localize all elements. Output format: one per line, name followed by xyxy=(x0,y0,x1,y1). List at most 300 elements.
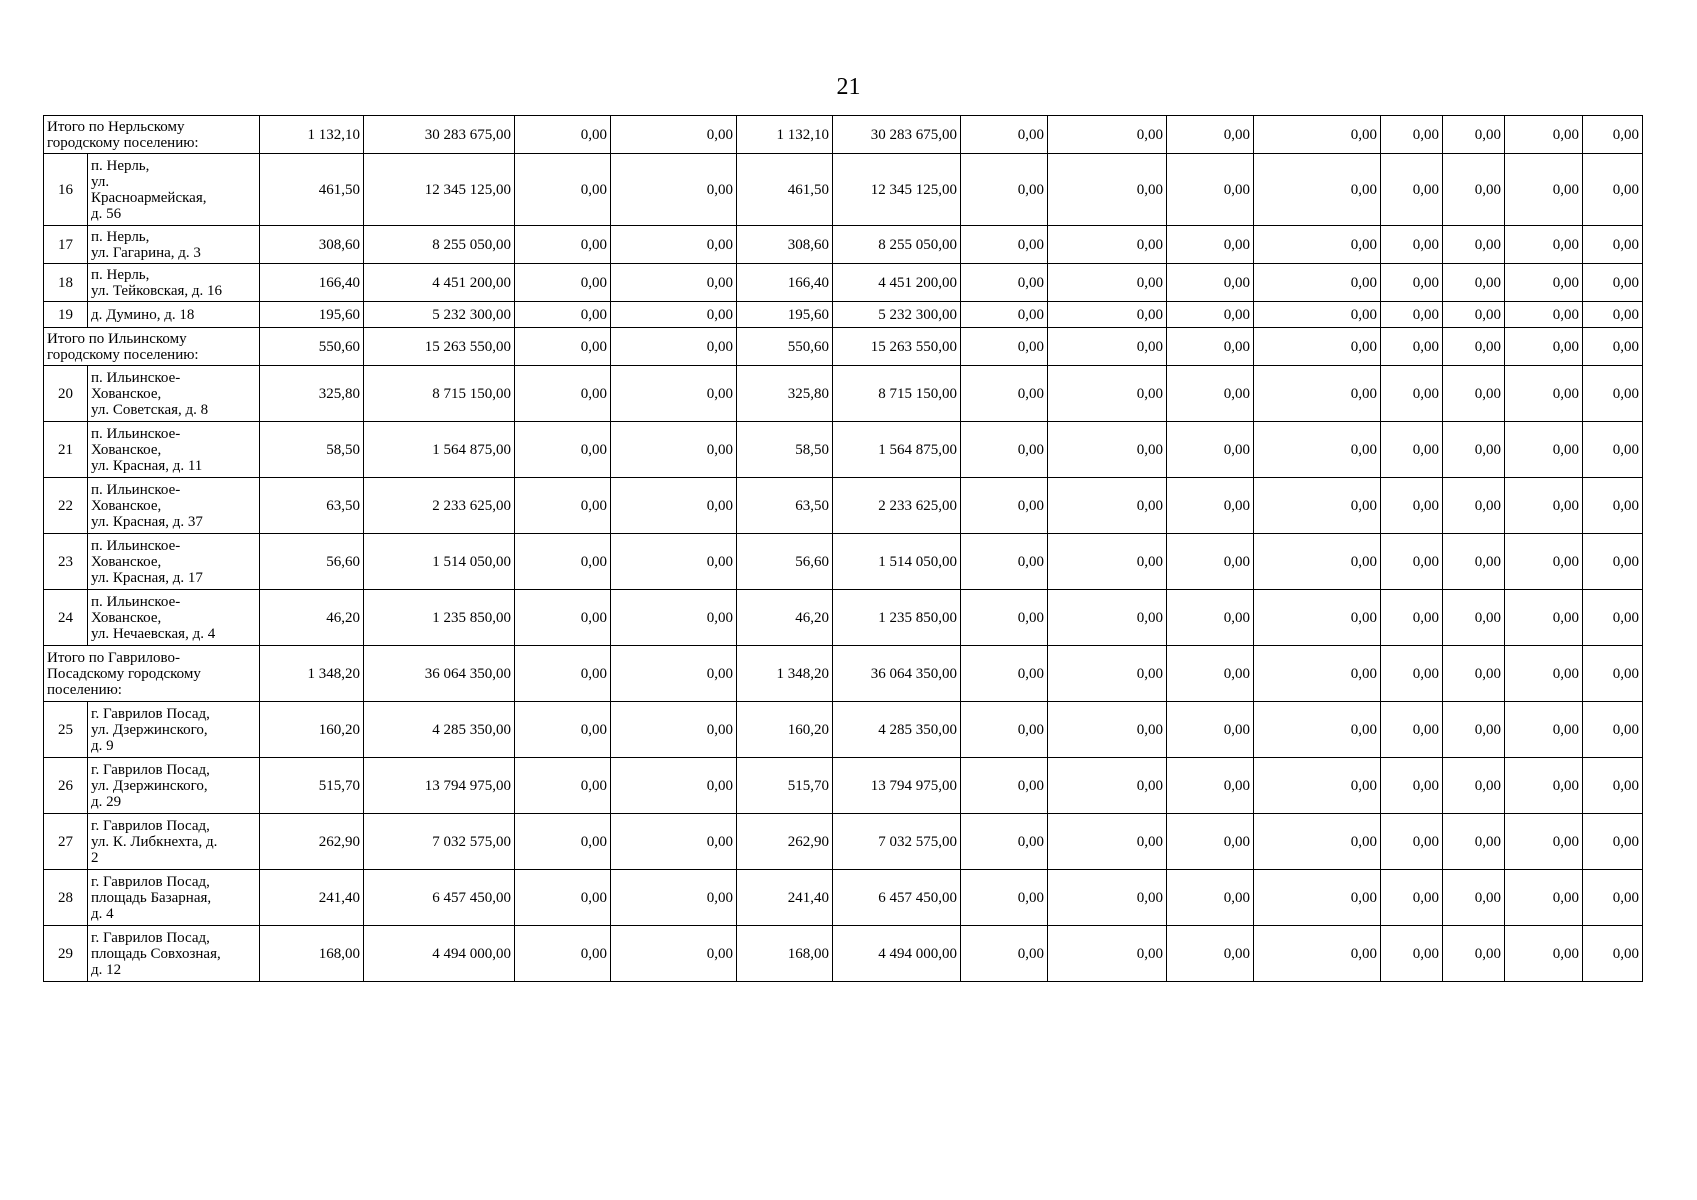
value-cell: 12 345 125,00 xyxy=(364,154,515,226)
value-cell: 0,00 xyxy=(1254,302,1381,328)
address-cell xyxy=(88,366,260,422)
value-cell: 0,00 xyxy=(1048,702,1167,758)
value-cell: 0,00 xyxy=(1254,926,1381,982)
value-cell: 0,00 xyxy=(1443,264,1505,302)
value-cell: 166,40 xyxy=(737,264,833,302)
value-cell: 13 794 975,00 xyxy=(364,758,515,814)
row-index: 23 xyxy=(44,534,88,590)
value-cell: 0,00 xyxy=(961,328,1048,366)
value-cell: 0,00 xyxy=(1167,814,1254,870)
address-line: д. 12 xyxy=(91,961,122,978)
value-cell: 0,00 xyxy=(611,226,737,264)
value-cell: 0,00 xyxy=(1048,758,1167,814)
subtotal-label-line: Итого по Гаврилово- xyxy=(47,649,181,666)
table-row xyxy=(44,478,1643,534)
value-cell: 195,60 xyxy=(737,302,833,328)
value-cell: 0,00 xyxy=(1443,870,1505,926)
subtotal-label-line: Посадскому городскому xyxy=(47,665,201,682)
address-line: г. Гаврилов Посад, xyxy=(91,761,210,778)
value-cell: 0,00 xyxy=(1254,814,1381,870)
value-cell: 8 715 150,00 xyxy=(364,366,515,422)
value-cell: 0,00 xyxy=(1167,646,1254,702)
value-cell: 0,00 xyxy=(1048,366,1167,422)
value-cell: 1 235 850,00 xyxy=(364,590,515,646)
value-cell: 168,00 xyxy=(260,926,364,982)
value-cell: 0,00 xyxy=(961,870,1048,926)
value-cell: 0,00 xyxy=(961,154,1048,226)
value-cell: 46,20 xyxy=(260,590,364,646)
address-line: д. 29 xyxy=(91,793,122,810)
value-cell: 0,00 xyxy=(1254,154,1381,226)
value-cell: 0,00 xyxy=(1505,478,1583,534)
value-cell: 0,00 xyxy=(1254,702,1381,758)
row-index: 24 xyxy=(44,590,88,646)
value-cell: 0,00 xyxy=(611,590,737,646)
value-cell: 0,00 xyxy=(1381,366,1443,422)
value-cell: 0,00 xyxy=(1048,116,1167,154)
value-cell: 461,50 xyxy=(260,154,364,226)
value-cell: 1 564 875,00 xyxy=(364,422,515,478)
value-cell: 36 064 350,00 xyxy=(364,646,515,702)
value-cell: 4 451 200,00 xyxy=(833,264,961,302)
address-line: п. Нерль, xyxy=(91,157,150,174)
value-cell: 0,00 xyxy=(1167,926,1254,982)
value-cell: 0,00 xyxy=(1443,758,1505,814)
value-cell: 0,00 xyxy=(1254,478,1381,534)
address-line: г. Гаврилов Посад, xyxy=(91,705,210,722)
value-cell: 0,00 xyxy=(1505,758,1583,814)
value-cell: 0,00 xyxy=(515,870,611,926)
table-row xyxy=(44,154,1643,226)
value-cell: 0,00 xyxy=(961,590,1048,646)
address-cell xyxy=(88,926,260,982)
address-line: п. Нерль, xyxy=(91,266,150,283)
address-line: ул. Красная, д. 11 xyxy=(91,457,203,474)
value-cell: 1 514 050,00 xyxy=(364,534,515,590)
address-cell xyxy=(88,702,260,758)
value-cell: 0,00 xyxy=(1381,590,1443,646)
value-cell: 0,00 xyxy=(1443,590,1505,646)
value-cell: 0,00 xyxy=(1048,534,1167,590)
address-line: ул. Красная, д. 17 xyxy=(91,569,203,586)
value-cell: 0,00 xyxy=(1167,590,1254,646)
value-cell: 0,00 xyxy=(1048,646,1167,702)
value-cell: 1 514 050,00 xyxy=(833,534,961,590)
value-cell: 0,00 xyxy=(1505,264,1583,302)
value-cell: 0,00 xyxy=(1167,264,1254,302)
value-cell: 0,00 xyxy=(1583,534,1643,590)
address-line: ул. К. Либкнехта, д. xyxy=(91,833,218,850)
value-cell: 4 494 000,00 xyxy=(364,926,515,982)
value-cell: 0,00 xyxy=(1505,814,1583,870)
value-cell: 0,00 xyxy=(1443,702,1505,758)
value-cell: 0,00 xyxy=(1583,366,1643,422)
value-cell: 0,00 xyxy=(1583,702,1643,758)
address-line: площадь Базарная, xyxy=(91,889,212,906)
value-cell: 0,00 xyxy=(1505,116,1583,154)
address-line: д. 9 xyxy=(91,737,114,754)
value-cell: 0,00 xyxy=(611,534,737,590)
table-row xyxy=(44,814,1643,870)
address-cell xyxy=(88,814,260,870)
value-cell: 0,00 xyxy=(515,758,611,814)
address-line: Хованское, xyxy=(91,441,162,458)
value-cell: 0,00 xyxy=(1505,590,1583,646)
value-cell: 7 032 575,00 xyxy=(364,814,515,870)
value-cell: 515,70 xyxy=(260,758,364,814)
value-cell: 36 064 350,00 xyxy=(833,646,961,702)
row-index: 29 xyxy=(44,926,88,982)
address-line: ул. Советская, д. 8 xyxy=(91,401,209,418)
value-cell: 0,00 xyxy=(1583,328,1643,366)
value-cell: 0,00 xyxy=(1505,422,1583,478)
address-line: ул. Нечаевская, д. 4 xyxy=(91,625,216,642)
subtotal-row xyxy=(44,328,1643,366)
value-cell: 308,60 xyxy=(260,226,364,264)
address-cell xyxy=(88,534,260,590)
value-cell: 0,00 xyxy=(1381,534,1443,590)
value-cell: 0,00 xyxy=(1381,154,1443,226)
value-cell: 0,00 xyxy=(1254,534,1381,590)
value-cell: 0,00 xyxy=(1443,534,1505,590)
value-cell: 0,00 xyxy=(515,226,611,264)
address-cell xyxy=(88,758,260,814)
row-index: 20 xyxy=(44,366,88,422)
address-line: Красноармейская, xyxy=(91,189,207,206)
value-cell: 0,00 xyxy=(1381,226,1443,264)
housing-register-table xyxy=(43,115,1643,982)
address-cell xyxy=(88,870,260,926)
subtotal-label-line: городскому поселению: xyxy=(47,134,199,151)
value-cell: 0,00 xyxy=(1583,478,1643,534)
value-cell: 0,00 xyxy=(1583,302,1643,328)
value-cell: 1 348,20 xyxy=(737,646,833,702)
value-cell: 0,00 xyxy=(1583,646,1643,702)
value-cell: 5 232 300,00 xyxy=(833,302,961,328)
value-cell: 0,00 xyxy=(1254,264,1381,302)
value-cell: 0,00 xyxy=(515,422,611,478)
value-cell: 166,40 xyxy=(260,264,364,302)
value-cell: 0,00 xyxy=(1583,814,1643,870)
value-cell: 0,00 xyxy=(1048,814,1167,870)
table-row xyxy=(44,926,1643,982)
address-line: п. Ильинское- xyxy=(91,425,181,442)
value-cell: 0,00 xyxy=(1048,328,1167,366)
table-row xyxy=(44,302,1643,328)
value-cell: 0,00 xyxy=(1505,328,1583,366)
value-cell: 0,00 xyxy=(1443,116,1505,154)
value-cell: 0,00 xyxy=(515,366,611,422)
value-cell: 0,00 xyxy=(961,646,1048,702)
value-cell: 0,00 xyxy=(961,702,1048,758)
address-cell xyxy=(88,154,260,226)
value-cell: 515,70 xyxy=(737,758,833,814)
value-cell: 0,00 xyxy=(515,154,611,226)
value-cell: 8 715 150,00 xyxy=(833,366,961,422)
value-cell: 0,00 xyxy=(515,478,611,534)
value-cell: 0,00 xyxy=(1167,366,1254,422)
value-cell: 0,00 xyxy=(1167,226,1254,264)
value-cell: 0,00 xyxy=(1167,302,1254,328)
address-cell xyxy=(88,590,260,646)
value-cell: 0,00 xyxy=(1381,646,1443,702)
value-cell: 0,00 xyxy=(515,116,611,154)
row-index: 17 xyxy=(44,226,88,264)
address-line: г. Гаврилов Посад, xyxy=(91,873,210,890)
address-line: г. Гаврилов Посад, xyxy=(91,929,210,946)
address-line: д. 4 xyxy=(91,905,114,922)
value-cell: 0,00 xyxy=(1381,264,1443,302)
value-cell: 0,00 xyxy=(1048,154,1167,226)
value-cell: 56,60 xyxy=(737,534,833,590)
address-line: г. Гаврилов Посад, xyxy=(91,817,210,834)
value-cell: 0,00 xyxy=(1254,646,1381,702)
row-index: 27 xyxy=(44,814,88,870)
value-cell: 0,00 xyxy=(1505,534,1583,590)
address-cell xyxy=(88,422,260,478)
value-cell: 58,50 xyxy=(737,422,833,478)
page-number: 21 xyxy=(836,74,861,100)
value-cell: 0,00 xyxy=(1381,870,1443,926)
address-line: д. 56 xyxy=(91,205,122,222)
value-cell: 0,00 xyxy=(611,302,737,328)
value-cell: 63,50 xyxy=(737,478,833,534)
value-cell: 0,00 xyxy=(515,590,611,646)
address-line: д. Думино, д. 18 xyxy=(91,306,195,323)
table-body xyxy=(44,116,1643,982)
value-cell: 0,00 xyxy=(1254,116,1381,154)
value-cell: 0,00 xyxy=(1443,302,1505,328)
value-cell: 0,00 xyxy=(1443,926,1505,982)
value-cell: 0,00 xyxy=(611,264,737,302)
value-cell: 325,80 xyxy=(737,366,833,422)
value-cell: 0,00 xyxy=(1381,758,1443,814)
address-line: Хованское, xyxy=(91,385,162,402)
value-cell: 0,00 xyxy=(1381,302,1443,328)
table-row xyxy=(44,422,1643,478)
value-cell: 1 235 850,00 xyxy=(833,590,961,646)
value-cell: 4 285 350,00 xyxy=(364,702,515,758)
subtotal-label xyxy=(44,646,260,702)
table-row xyxy=(44,870,1643,926)
table-row xyxy=(44,758,1643,814)
value-cell: 0,00 xyxy=(961,366,1048,422)
table-row xyxy=(44,590,1643,646)
value-cell: 0,00 xyxy=(1167,702,1254,758)
value-cell: 262,90 xyxy=(737,814,833,870)
subtotal-label-line: городскому поселению: xyxy=(47,346,199,363)
value-cell: 0,00 xyxy=(1048,590,1167,646)
value-cell: 0,00 xyxy=(611,366,737,422)
value-cell: 0,00 xyxy=(611,116,737,154)
value-cell: 0,00 xyxy=(1443,366,1505,422)
value-cell: 0,00 xyxy=(1167,534,1254,590)
value-cell: 195,60 xyxy=(260,302,364,328)
value-cell: 4 451 200,00 xyxy=(364,264,515,302)
value-cell: 1 132,10 xyxy=(737,116,833,154)
value-cell: 0,00 xyxy=(1048,422,1167,478)
value-cell: 0,00 xyxy=(1443,422,1505,478)
value-cell: 0,00 xyxy=(1583,226,1643,264)
value-cell: 1 348,20 xyxy=(260,646,364,702)
value-cell: 5 232 300,00 xyxy=(364,302,515,328)
value-cell: 0,00 xyxy=(1254,328,1381,366)
address-line: ул. Красная, д. 37 xyxy=(91,513,203,530)
value-cell: 0,00 xyxy=(611,478,737,534)
row-index: 19 xyxy=(44,302,88,328)
value-cell: 0,00 xyxy=(1254,226,1381,264)
value-cell: 0,00 xyxy=(1167,328,1254,366)
value-cell: 0,00 xyxy=(1254,590,1381,646)
subtotal-row xyxy=(44,646,1643,702)
value-cell: 0,00 xyxy=(961,478,1048,534)
value-cell: 308,60 xyxy=(737,226,833,264)
value-cell: 12 345 125,00 xyxy=(833,154,961,226)
value-cell: 15 263 550,00 xyxy=(364,328,515,366)
value-cell: 0,00 xyxy=(961,116,1048,154)
table-row xyxy=(44,534,1643,590)
address-line: ул. Дзержинского, xyxy=(91,777,208,794)
value-cell: 262,90 xyxy=(260,814,364,870)
subtotal-row xyxy=(44,116,1643,154)
value-cell: 0,00 xyxy=(961,226,1048,264)
value-cell: 0,00 xyxy=(1167,870,1254,926)
value-cell: 0,00 xyxy=(515,302,611,328)
subtotal-label xyxy=(44,328,260,366)
value-cell: 0,00 xyxy=(1254,422,1381,478)
value-cell: 241,40 xyxy=(260,870,364,926)
value-cell: 0,00 xyxy=(515,534,611,590)
row-index: 28 xyxy=(44,870,88,926)
value-cell: 0,00 xyxy=(1381,328,1443,366)
value-cell: 0,00 xyxy=(961,534,1048,590)
subtotal-label xyxy=(44,116,260,154)
address-line: ул. Дзержинского, xyxy=(91,721,208,738)
value-cell: 0,00 xyxy=(1505,702,1583,758)
value-cell: 0,00 xyxy=(1443,226,1505,264)
table-row xyxy=(44,366,1643,422)
value-cell: 0,00 xyxy=(515,814,611,870)
address-line: п. Ильинское- xyxy=(91,593,181,610)
value-cell: 0,00 xyxy=(1048,264,1167,302)
value-cell: 0,00 xyxy=(961,422,1048,478)
value-cell: 0,00 xyxy=(1048,926,1167,982)
value-cell: 0,00 xyxy=(611,154,737,226)
address-line: 2 xyxy=(91,849,99,866)
value-cell: 0,00 xyxy=(961,264,1048,302)
value-cell: 0,00 xyxy=(611,926,737,982)
address-line: п. Нерль, xyxy=(91,228,150,245)
value-cell: 550,60 xyxy=(260,328,364,366)
address-cell xyxy=(88,264,260,302)
row-index: 26 xyxy=(44,758,88,814)
value-cell: 56,60 xyxy=(260,534,364,590)
value-cell: 0,00 xyxy=(1048,302,1167,328)
value-cell: 0,00 xyxy=(1381,702,1443,758)
table-row xyxy=(44,702,1643,758)
value-cell: 0,00 xyxy=(1167,154,1254,226)
value-cell: 0,00 xyxy=(1583,264,1643,302)
value-cell: 0,00 xyxy=(1505,154,1583,226)
value-cell: 1 132,10 xyxy=(260,116,364,154)
table-row xyxy=(44,226,1643,264)
value-cell: 0,00 xyxy=(1505,366,1583,422)
row-index: 18 xyxy=(44,264,88,302)
address-line: п. Ильинское- xyxy=(91,369,181,386)
value-cell: 0,00 xyxy=(611,328,737,366)
value-cell: 0,00 xyxy=(1505,646,1583,702)
value-cell: 0,00 xyxy=(1167,422,1254,478)
address-line: Хованское, xyxy=(91,609,162,626)
value-cell: 0,00 xyxy=(611,870,737,926)
value-cell: 58,50 xyxy=(260,422,364,478)
value-cell: 0,00 xyxy=(611,758,737,814)
address-cell xyxy=(88,478,260,534)
value-cell: 0,00 xyxy=(1254,870,1381,926)
address-line: ул. xyxy=(91,173,110,190)
value-cell: 0,00 xyxy=(1381,116,1443,154)
value-cell: 0,00 xyxy=(1381,814,1443,870)
value-cell: 0,00 xyxy=(1505,226,1583,264)
value-cell: 0,00 xyxy=(1583,870,1643,926)
value-cell: 0,00 xyxy=(515,328,611,366)
value-cell: 2 233 625,00 xyxy=(364,478,515,534)
value-cell: 0,00 xyxy=(611,702,737,758)
value-cell: 0,00 xyxy=(1167,758,1254,814)
address-line: ул. Гагарина, д. 3 xyxy=(91,244,201,261)
value-cell: 7 032 575,00 xyxy=(833,814,961,870)
value-cell: 0,00 xyxy=(515,646,611,702)
value-cell: 4 494 000,00 xyxy=(833,926,961,982)
value-cell: 0,00 xyxy=(1167,478,1254,534)
table-row xyxy=(44,264,1643,302)
address-line: п. Ильинское- xyxy=(91,537,181,554)
value-cell: 2 233 625,00 xyxy=(833,478,961,534)
value-cell: 0,00 xyxy=(961,758,1048,814)
value-cell: 0,00 xyxy=(1583,422,1643,478)
value-cell: 0,00 xyxy=(1381,478,1443,534)
address-line: ул. Тейковская, д. 16 xyxy=(91,282,223,299)
row-index: 22 xyxy=(44,478,88,534)
address-cell xyxy=(88,226,260,264)
value-cell: 325,80 xyxy=(260,366,364,422)
value-cell: 0,00 xyxy=(1443,814,1505,870)
address-line: Хованское, xyxy=(91,553,162,570)
value-cell: 4 285 350,00 xyxy=(833,702,961,758)
value-cell: 0,00 xyxy=(1505,926,1583,982)
value-cell: 0,00 xyxy=(611,646,737,702)
value-cell: 0,00 xyxy=(961,926,1048,982)
row-index: 16 xyxy=(44,154,88,226)
value-cell: 8 255 050,00 xyxy=(364,226,515,264)
value-cell: 0,00 xyxy=(1443,478,1505,534)
value-cell: 13 794 975,00 xyxy=(833,758,961,814)
value-cell: 550,60 xyxy=(737,328,833,366)
value-cell: 0,00 xyxy=(1254,366,1381,422)
value-cell: 0,00 xyxy=(1048,478,1167,534)
value-cell: 0,00 xyxy=(1443,646,1505,702)
value-cell: 241,40 xyxy=(737,870,833,926)
value-cell: 0,00 xyxy=(1583,154,1643,226)
value-cell: 0,00 xyxy=(1505,302,1583,328)
value-cell: 46,20 xyxy=(737,590,833,646)
value-cell: 461,50 xyxy=(737,154,833,226)
address-cell xyxy=(88,302,260,328)
row-index: 21 xyxy=(44,422,88,478)
value-cell: 0,00 xyxy=(611,422,737,478)
value-cell: 6 457 450,00 xyxy=(833,870,961,926)
value-cell: 6 457 450,00 xyxy=(364,870,515,926)
